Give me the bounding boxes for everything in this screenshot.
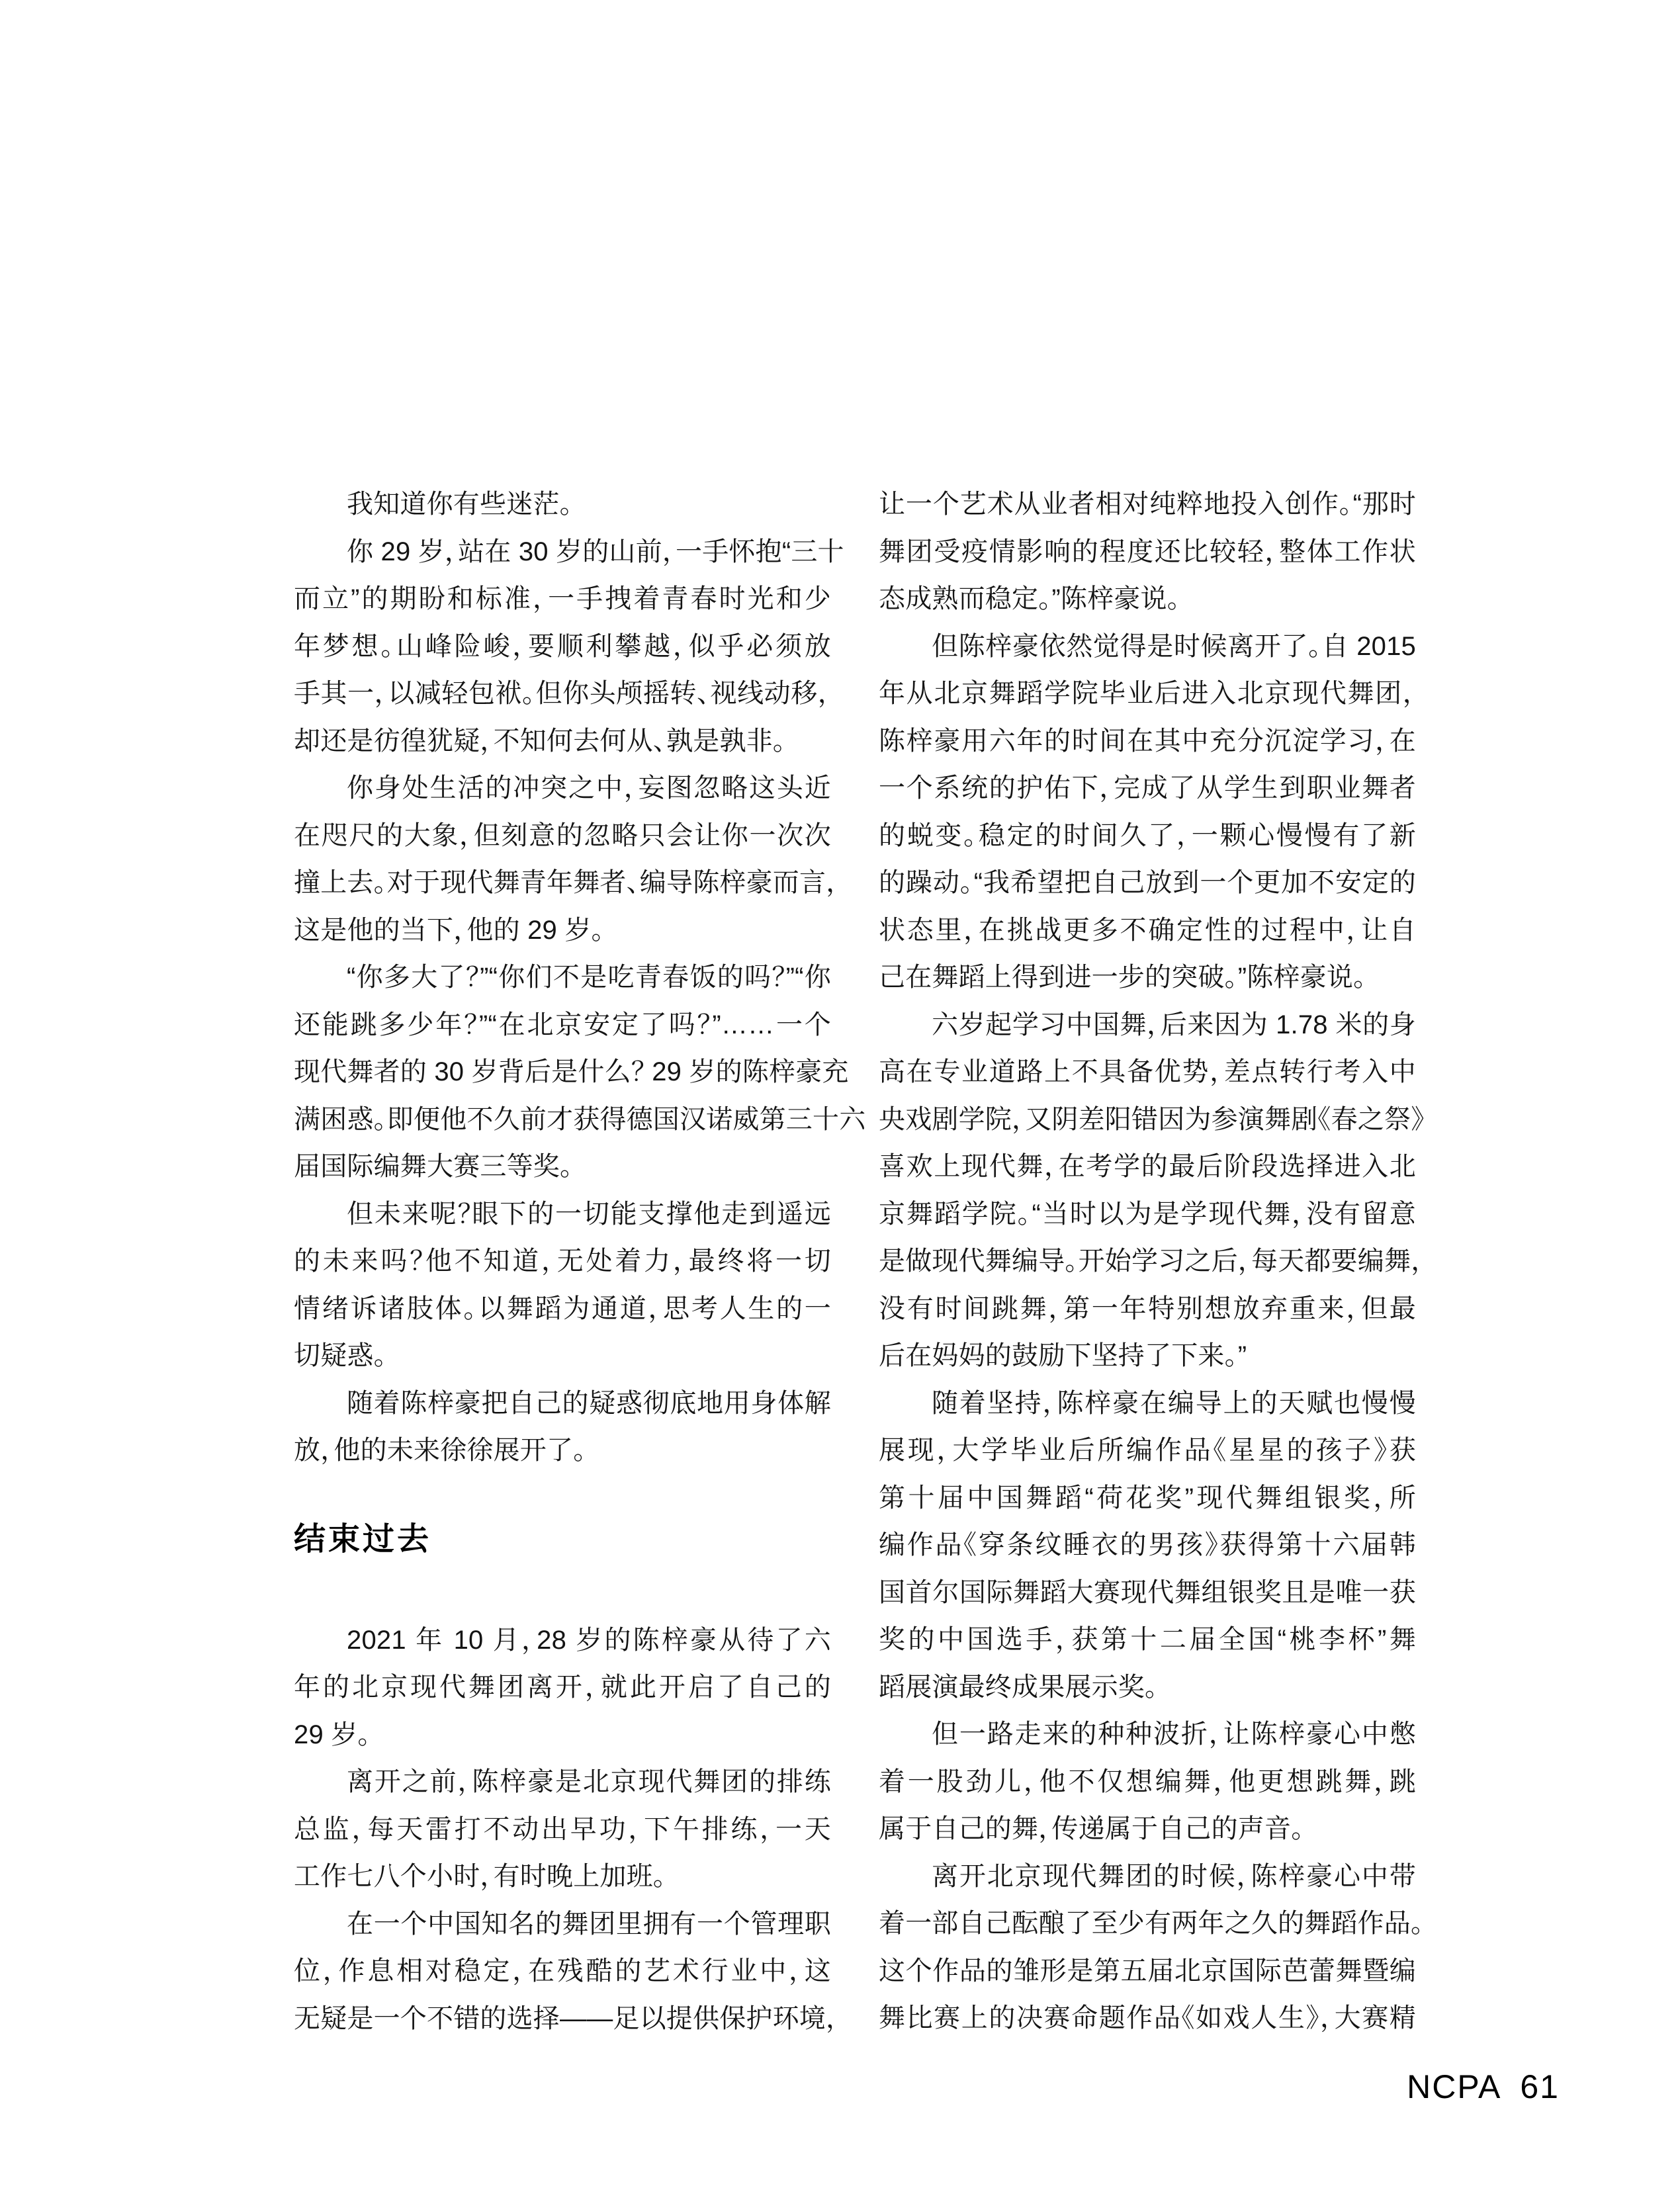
text-line: 年从北京舞蹈学院毕业后进入北京现代舞团，	[879, 679, 1416, 708]
text-line: 的蜕变。稳定的时间久了，一颗心慢慢有了新	[879, 820, 1416, 850]
text-line: 但未来呢？眼下的一切能支撑他走到遥远	[347, 1199, 831, 1229]
text-line: 情绪诉诸肢体。以舞蹈为通道，思考人生的一	[294, 1293, 831, 1323]
text-line: 现代舞者的 30 岁背后是什么？ 29 岁的陈梓豪充	[294, 1057, 849, 1086]
left-column	[294, 481, 866, 2042]
text-line: 满困惑。即便他不久前才获得德国汉诺威第三十六	[294, 1104, 866, 1134]
text-line: 离开北京现代舞团的时候，陈梓豪心中带	[932, 1861, 1416, 1891]
text-line: 的躁动。“我希望把自己放到一个更加不安定的	[879, 868, 1416, 897]
text-line: 是做现代舞编导。开始学习之后，每天都要编舞，	[879, 1247, 1425, 1276]
text-line: 届国际编舞大赛三等奖。	[294, 1152, 574, 1181]
text-line: 国首尔国际舞蹈大赛现代舞组银奖且是唯一获	[879, 1577, 1416, 1607]
text-line: 高在专业道路上不具备优势，差点转行考入中	[879, 1057, 1416, 1086]
text-line: 陈梓豪用六年的时间在其中充分沉淀学习，在	[879, 726, 1416, 756]
text-line: 你身处生活的冲突之中，妄图忽略这头近	[347, 773, 831, 803]
text-line: 编作品《穿条纹睡衣的男孩》获得第十六届韩	[879, 1530, 1416, 1559]
text-line: 奖的中国选手，获第十二届全国“桃李杯”舞	[879, 1625, 1416, 1654]
text-line: 放，他的未来徐徐展开了。	[294, 1436, 587, 1465]
text-line: 六岁起学习中国舞，后来因为 1.78 米的身	[932, 1010, 1416, 1039]
text-line: 切疑惑。	[294, 1341, 387, 1370]
text-line: 状态里，在挑战更多不确定性的过程中，让自	[879, 915, 1416, 945]
text-line: 年梦想。山峰险峻，要顺利攀越，似乎必须放	[294, 631, 831, 661]
text-line: 这是他的当下，他的 29 岁。	[294, 915, 605, 945]
text-line: 但一路走来的种种波折，让陈梓豪心中憋	[932, 1720, 1416, 1749]
text-line: “你多大了？”“你们不是吃青春饭的吗？”“你	[347, 963, 831, 992]
text-line: 位，作息相对稳定，在残酷的艺术行业中，这	[294, 1956, 831, 1986]
text-line: 却还是彷徨犹疑，不知何去何从、孰是孰非。	[294, 726, 786, 756]
text-line: 2021 年 10 月，28 岁的陈梓豪从待了六	[347, 1625, 831, 1655]
text-line: 我知道你有些迷茫。	[347, 490, 573, 519]
text-line: 的未来吗？他不知道，无处着力，最终将一切	[294, 1247, 831, 1276]
text-line: 己在舞蹈上得到进一步的突破。”陈梓豪说。	[879, 963, 1367, 992]
text-line: 没有时间跳舞，第一年特别想放弃重来，但最	[879, 1293, 1416, 1323]
text-line: 让一个艺术从业者相对纯粹地投入创作。“那时	[879, 490, 1416, 519]
text-line: 随着坚持，陈梓豪在编导上的天赋也慢慢	[932, 1388, 1416, 1418]
text-line: 工作七八个小时，有时晚上加班。	[294, 1862, 666, 1891]
text-line: 展现，大学毕业后所编作品《星星的孩子》获	[879, 1436, 1416, 1465]
page-footer	[1407, 2068, 1560, 2105]
text-line: 总监，每天雷打不动出早功，下午排练，一天	[294, 1814, 831, 1844]
text-line: 无疑是一个不错的选择——足以提供保护环境，	[294, 2003, 840, 2033]
text-line: 而立”的期盼和标准，一手拽着青春时光和少	[294, 584, 831, 613]
text-line: 年的北京现代舞团离开，就此开启了自己的	[294, 1673, 831, 1702]
journal-name: NCPA	[1407, 2068, 1502, 2105]
text-line: 在咫尺的大象，但刻意的忽略只会让你一次次	[294, 820, 831, 850]
text-line: 你 29 岁，站在 30 岁的山前，一手怀抱“三十	[347, 537, 844, 566]
text-line: 后在妈妈的鼓励下坚持了下来。”	[879, 1341, 1247, 1370]
text-line: 第十届中国舞蹈“荷花奖”现代舞组银奖，所	[879, 1483, 1416, 1512]
text-line: 这个作品的雏形是第五届北京国际芭蕾舞暨编	[879, 1956, 1416, 1986]
text-line: 态成熟而稳定。”陈梓豪说。	[879, 584, 1180, 613]
section-heading: 结束过去	[294, 1521, 432, 1557]
text-line: 京舞蹈学院。“当时以为是学现代舞，没有留意	[879, 1199, 1416, 1229]
text-line: 还能跳多少年？”“在北京安定了吗？”……一个	[294, 1010, 831, 1039]
text-line: 离开之前，陈梓豪是北京现代舞团的排练	[347, 1767, 831, 1796]
text-line: 在一个中国知名的舞团里拥有一个管理职	[347, 1909, 831, 1939]
right-column	[879, 481, 1425, 2042]
text-line: 着一股劲儿，他不仅想编舞，他更想跳舞，跳	[879, 1767, 1416, 1796]
text-line: 舞比赛上的决赛命题作品《如戏人生》，大赛精	[879, 2003, 1416, 2033]
text-line: 一个系统的护佑下，完成了从学生到职业舞者	[879, 773, 1416, 803]
text-line: 撞上去。对于现代舞青年舞者、编导陈梓豪而言，	[294, 868, 840, 897]
text-line: 舞团受疫情影响的程度还比较轻，整体工作状	[879, 537, 1416, 566]
text-line: 但陈梓豪依然觉得是时候离开了。自 2015	[932, 631, 1416, 661]
text-line: 属于自己的舞，传递属于自己的声音。	[879, 1814, 1305, 1843]
text-line: 央戏剧学院，又阴差阳错因为参演舞剧《春之祭》	[879, 1104, 1425, 1134]
text-line: 蹈展演最终成果展示奖。	[879, 1672, 1159, 1702]
text-line: 29 岁。	[294, 1720, 371, 1749]
text-line: 着一部自己酝酿了至少有两年之久的舞蹈作品。	[879, 1909, 1425, 1938]
text-line: 喜欢上现代舞，在考学的最后阶段选择进入北	[879, 1152, 1416, 1181]
text-line: 随着陈梓豪把自己的疑惑彻底地用身体解	[347, 1388, 831, 1418]
text-line: 手其一，以减轻包袱。但你头颅摇转、视线动移，	[294, 679, 831, 708]
page-number: 61	[1520, 2068, 1560, 2105]
